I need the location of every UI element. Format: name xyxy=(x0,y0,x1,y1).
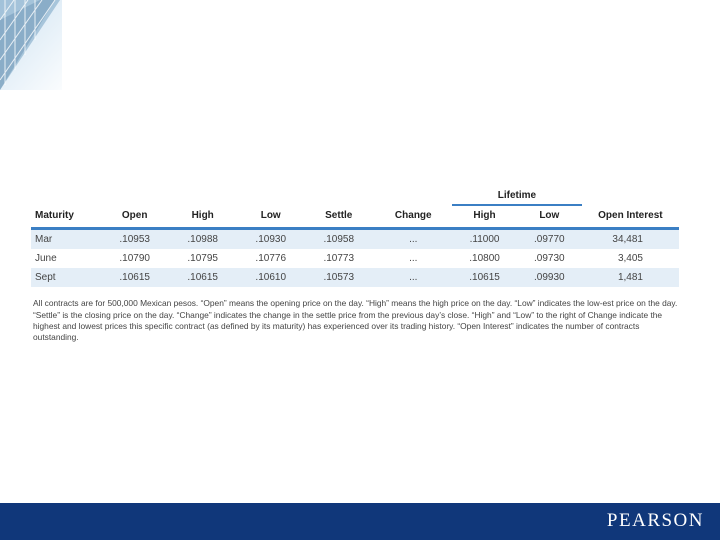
col-header-maturity: Maturity xyxy=(31,205,102,229)
cell-high: .10615 xyxy=(167,268,238,287)
col-header-high: High xyxy=(167,205,238,229)
cell-lifetime-low: .09930 xyxy=(517,268,582,287)
table-row xyxy=(31,249,679,268)
cell-lifetime-low: .09730 xyxy=(534,253,565,264)
cell-low: .10930 xyxy=(238,229,303,250)
cell-change: ... xyxy=(374,229,452,250)
table-row xyxy=(31,268,679,287)
col-header-open: Open xyxy=(102,205,167,229)
building-photo xyxy=(0,0,78,90)
cell-lifetime-low: .09770 xyxy=(517,229,582,250)
cell-lifetime-high: .11000 xyxy=(452,229,517,250)
peso-futures-table xyxy=(31,186,679,287)
cell-open-interest: 34,481 xyxy=(582,229,679,250)
cell-low: .10610 xyxy=(238,268,303,287)
cell-high: .10988 xyxy=(167,229,238,250)
col-header-lifetime-low: Low xyxy=(517,205,582,229)
cell-maturity: Sept xyxy=(31,268,102,287)
cell-lifetime-high: .10800 xyxy=(469,253,500,264)
cell-maturity: Mar xyxy=(31,229,102,250)
cell-change: ... xyxy=(409,253,418,264)
cell-open-interest: 1,481 xyxy=(582,268,679,287)
cell-low: .10776 xyxy=(255,253,287,264)
col-header-open-interest: Open Interest xyxy=(582,205,679,229)
footer-bar xyxy=(0,503,720,540)
cell-settle: .10958 xyxy=(303,229,374,250)
lifetime-header-row xyxy=(31,186,679,205)
lifetime-label: Lifetime xyxy=(452,186,582,205)
futures-table-container xyxy=(31,186,679,287)
cell-open: .10615 xyxy=(102,268,167,287)
cell-open: .10953 xyxy=(102,229,167,250)
col-header-settle: Settle xyxy=(303,205,374,229)
col-header-change: Change xyxy=(374,205,452,229)
cell-high: .10795 xyxy=(187,253,218,264)
cell-maturity: June xyxy=(35,253,57,264)
cell-lifetime-high: .10615 xyxy=(452,268,517,287)
table-row xyxy=(31,229,679,250)
cell-settle: .10773 xyxy=(323,253,355,264)
cell-open-interest: 3,405 xyxy=(617,253,643,264)
col-header-lifetime-high: High xyxy=(452,205,517,229)
col-header-low: Low xyxy=(238,205,303,229)
cell-change: ... xyxy=(374,268,452,287)
column-header-row xyxy=(31,205,679,229)
cell-settle: .10573 xyxy=(303,268,374,287)
cell-open: .10790 xyxy=(119,253,150,264)
pearson-logo: PEARSON xyxy=(606,510,704,531)
table-footnote: All contracts are for 500,000 Mexican pesos. “Open” means the opening price on the day. “High” means the high price on the day. “Low” indicates the low-est price on the day. “Settle” is the closing price on the day. “Change” indicates the change in the settle price from the previous day’s close. “High” and “Low” to the right of Change indicate the highest and lowest prices this specific contract (as defined by its maturity) has experienced over its trading history. “Open Interest” indicates the number of contracts outstanding. xyxy=(33,298,678,343)
